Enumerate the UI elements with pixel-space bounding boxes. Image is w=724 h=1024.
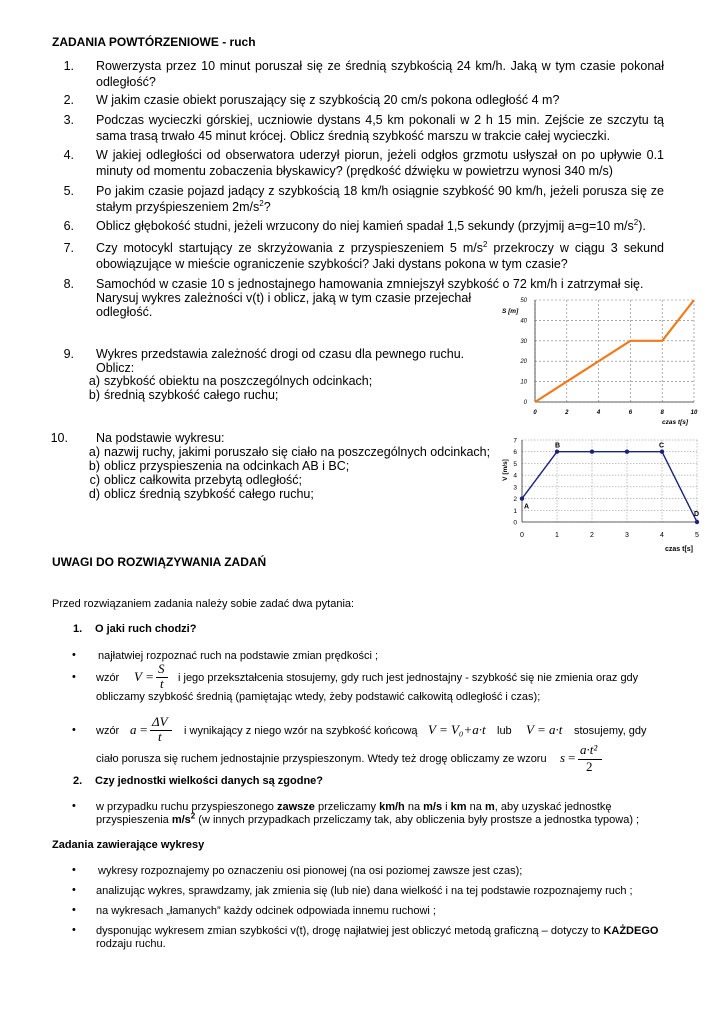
x-tick-label: 10 [690, 410, 698, 416]
x-tick-label: 4 [660, 532, 664, 539]
y-tick-label: 1 [513, 507, 517, 515]
formula-v-v0-at: V = V₀+a·t [428, 722, 486, 737]
task-text-line1: Na podstawie wykresu: [96, 431, 225, 445]
y-tick-label: 5 [513, 460, 517, 468]
x-tick-label: 8 [660, 410, 664, 416]
bullet-icon: • [72, 924, 76, 936]
y-axis-label: S [m] [502, 308, 519, 315]
y-tick-label: 50 [520, 298, 527, 304]
question-1: O jaki ruch chodzi? [95, 623, 197, 635]
task-number: 6. [63, 219, 74, 233]
data-point [520, 496, 524, 500]
bullet-icon: • [72, 671, 76, 683]
point-label-a: A [524, 503, 530, 511]
note-or: lub [497, 725, 512, 737]
y-tick-label: 4 [513, 472, 517, 480]
task-text: Po jakim czasie pojazd jadący z szybkością 18 km/h osiągnie szybkość 90 km/h, jeżeli porusza się ze stałym przyśpieszeniem $2m/s^2$? [96, 184, 664, 214]
formula-prefix: wzór [96, 672, 120, 684]
question-2: Czy jednostki wielkości danych są zgodne? [95, 775, 324, 787]
formula-s-at2-2: s = a·t² 2 [560, 742, 606, 774]
data-point [590, 450, 594, 454]
y-tick-label: 30 [520, 338, 527, 345]
note-bullet-3-line2: ciało porusza się ruchem jednostajnie przyspieszonym. Wtedy też drogę obliczamy ze wzoru [96, 753, 547, 765]
x-tick-label: 3 [625, 532, 629, 539]
notes-heading: UWAGI DO ROZWIĄZYWANIA ZADAŃ [52, 555, 267, 569]
task-text-line2: Narysuj wykres zależności v(t) i oblicz, jaką w tym czasie przejechał [96, 291, 472, 305]
task-9: 9. Wykres przedstawia zależność drogi od czasu dla pewnego ruchu. Oblicz: a) szybkość obiektu na poszczególnych odcinkach; b) średnią szybkość całego ruchu; [52, 346, 502, 406]
question-2-number: 2. [73, 775, 83, 787]
formula-prefix: wzór [96, 725, 120, 737]
note-bullet-4-line2: przyspieszenia $m/s^2$ (w innych przypadkach przeliczamy tak, aby obliczenia były prostsze a jednostka typowa) ; [96, 811, 640, 826]
task-number: 8. [63, 277, 74, 291]
chart-note-3: na wykresach „łamanych” każdy odcinek odpowiada innemu ruchowi ; [96, 905, 436, 917]
task-number: 2. [63, 93, 74, 107]
velocity-time-chart [498, 432, 708, 574]
y-tick-label: 0 [523, 400, 527, 406]
task-text-line1: Samochód w czasie 10 s jednostajnego hamowania zmniejszył szybkość o 72 km/h i zatrzymał się. [96, 277, 644, 291]
y-tick-label: 7 [513, 437, 517, 445]
x-tick-label: 2 [565, 410, 569, 416]
y-tick-label: 3 [513, 484, 517, 492]
y-tick-label: 6 [513, 449, 517, 457]
page-title: ZADANIA POWTÓRZENIOWE - ruch [52, 35, 256, 49]
task-text-line2: Oblicz: [96, 361, 135, 375]
charts-notes-heading: Zadania zawierające wykresy [52, 839, 205, 851]
y-tick-label: 0 [513, 519, 517, 527]
bullet-icon: • [72, 884, 76, 896]
point-label-d: D [694, 511, 700, 518]
point-label-c: C [659, 442, 665, 450]
bullet-icon: • [72, 800, 76, 812]
task-text: W jakim czasie obiekt poruszający się z szybkością 20 cm/s pokona odległość 4 m? [96, 93, 560, 107]
notes-intro: Przed rozwiązaniem zadania należy sobie zadać dwa pytania: [52, 598, 355, 610]
x-tick-label: 4 [596, 410, 601, 416]
chart-note-1: wykresy rozpoznajemy po oznaczeniu osi pionowej (na osi poziomej zawsze jest czas); [98, 865, 523, 877]
task-text-line1: Wykres przedstawia zależność drogi od czasu dla pewnego ruchu. [96, 347, 465, 361]
chart-note-2: analizując wykres, sprawdzamy, jak zmienia się (lub nie) dana wielkość i na tej podstawie rozpoznajemy ruch ; [96, 885, 633, 897]
x-tick-label: 0 [533, 410, 537, 416]
bullet-icon: • [72, 724, 76, 736]
note-bullet-1: najłatwiej rozpoznać ruch na podstawie zmian prędkości ; [98, 650, 379, 662]
bullet-icon: • [72, 649, 76, 661]
data-point [555, 450, 559, 454]
formula-v-at: V = a·t [526, 722, 563, 737]
x-axis-label: czas t[s] [661, 419, 688, 426]
chart-note-4-line2: rodzaju ruchu. [96, 938, 166, 950]
y-tick-label: 20 [520, 359, 527, 366]
bullet-icon: • [72, 904, 76, 916]
y-axis-label: V [m/s] [502, 459, 509, 481]
task-number: 1. [63, 59, 74, 73]
question-1-number: 1. [73, 623, 83, 635]
data-point [695, 520, 699, 524]
task-text: Podczas wycieczki górskiej, uczniowie dystans 4,5 km pokonali w 2 h 15 min. Zejście ze szczytu tą sama trasą trwało 45 minut krócej. Oblicz średnią szybkość marszu w trakcie całej wycieczki. [96, 113, 664, 143]
task-number: 9. [63, 347, 74, 361]
task-text-line3: odległość. [96, 305, 153, 319]
task-number: 4. [63, 148, 74, 162]
y-tick-label: 40 [520, 318, 527, 325]
task-10: 10. Na podstawie wykresu: a) nazwij ruchy, jakimi poruszało się ciało na poszczególnych odcinkach; b) oblicz przyspieszenia na odcinkach AB i BC; c) oblicz całkowita przebytą odległość; d) oblicz średnią szybkość całego ruchu; [52, 430, 502, 500]
note-bullet-3-end: stosujemy, gdy [574, 725, 647, 737]
data-point [660, 450, 664, 454]
x-tick-label: 6 [628, 410, 633, 416]
formula-a-dv-t: a = ΔV t [130, 714, 174, 744]
x-tick-label: 2 [590, 532, 594, 539]
note-bullet-2: i jego przekształcenia stosujemy, gdy ruch jest jednostajny - szybkość się nie zmienia oraz gdy [178, 672, 639, 684]
task-number: 10. [50, 431, 68, 445]
y-tick-label: 2 [513, 496, 517, 504]
bullet-icon: • [72, 864, 76, 876]
note-bullet-2-line2: obliczamy szybkość średnią (pamiętając wtedy, żeby podstawić całkowitą odległość i czas); [96, 691, 541, 703]
task-number: 3. [63, 113, 74, 127]
task-number: 7. [63, 241, 74, 255]
series-line [535, 300, 694, 402]
task-number: 5. [63, 184, 74, 198]
x-axis-label: czas t[s] [664, 546, 693, 553]
formula-v-s-t: V = S t [134, 663, 174, 691]
point-label-b: B [555, 442, 561, 450]
distance-time-chart [498, 292, 704, 428]
chart-note-4: dysponując wykresem zmian szybkości v(t), drogę najłatwiej jest obliczyć metodą graficzną – dotyczy to KAŻDEGO [96, 925, 659, 937]
y-tick-label: 10 [520, 379, 527, 386]
x-tick-label: 1 [555, 532, 559, 539]
task-text: Oblicz głębokość studni, jeżeli wrzucony do niej kamień spadał 1,5 sekundy (przyjmij a=g=10 $m/s^2$). [96, 217, 646, 233]
task-text: W jakiej odległości od obserwatora uderzył piorun, jeżeli odgłos grzmotu usłyszał on po upływie 0.1 minuty od momentu zobaczenia błyskawicy? (prędkość dźwięku w powietrzu wynosi 340 m/s) [96, 148, 664, 178]
note-bullet-3: i wynikający z niego wzór na szybkość końcową [184, 725, 418, 737]
task-text: Rowerzysta przez 10 minut poruszał się ze średnią szybkością 24 km/h. Jaką w tym czasie pokonał odległość? [96, 59, 664, 89]
data-point [625, 450, 629, 454]
x-tick-label: 5 [695, 532, 699, 539]
note-bullet-4: w przypadku ruchu przyspieszonego zawsze przeliczamy km/h na m/s i km na m, aby uzyskać jednostkę [96, 801, 612, 813]
x-tick-label: 0 [520, 532, 524, 539]
task-text: Czy motocykl startujący ze skrzyżowania z przyspieszeniem 5 $m/s^2$ przekroczy w ciągu 3 sekund obowiązujące w mieście ograniczenie szybkości? Jaki dystans pokona w tym czasie? [96, 239, 665, 271]
